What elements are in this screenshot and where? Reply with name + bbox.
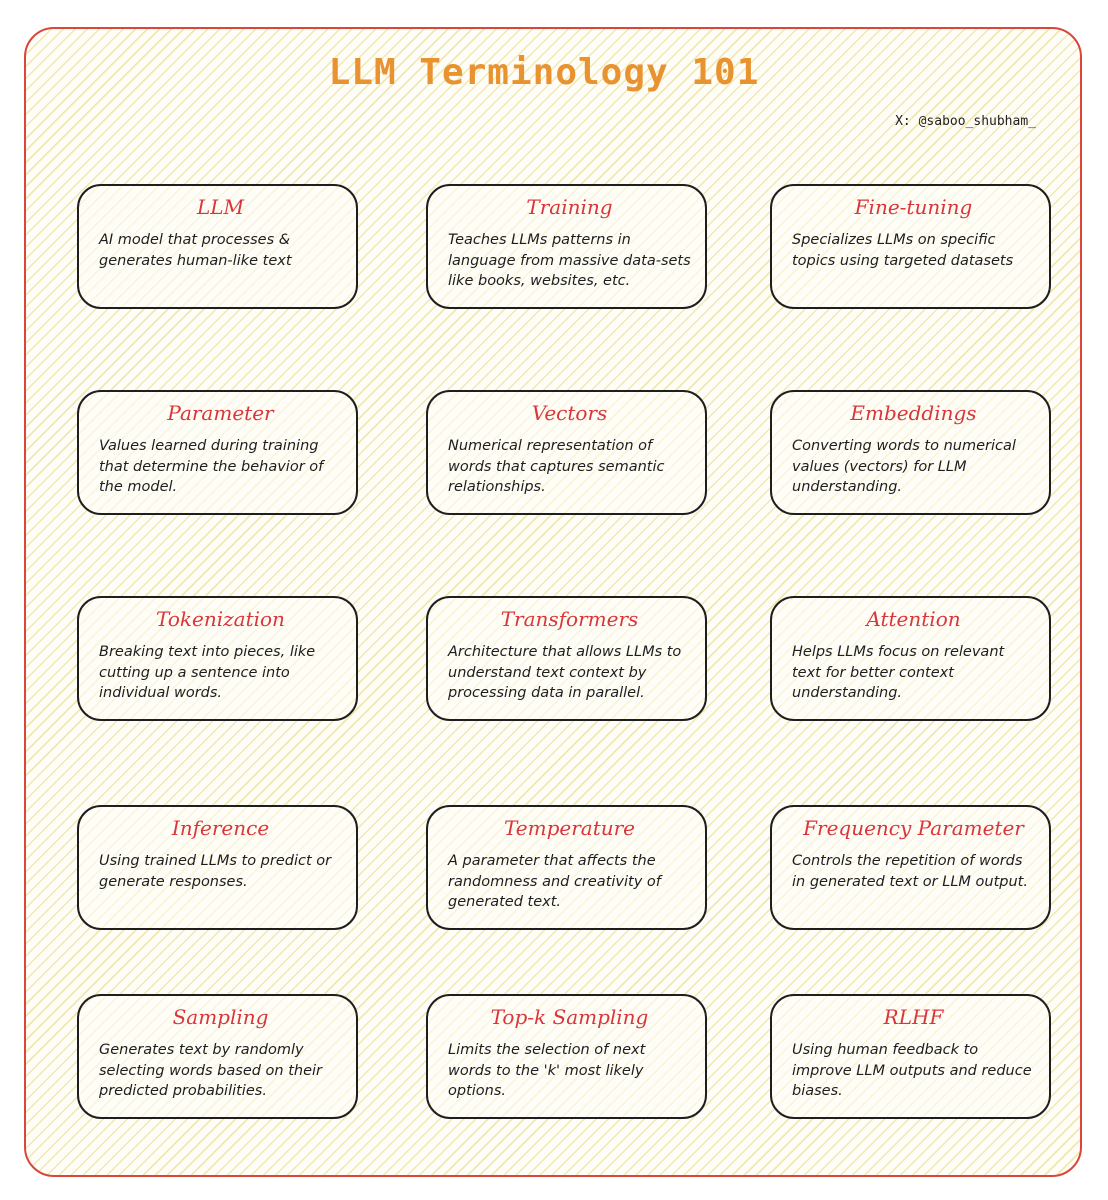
card-description: Helps LLMs focus on relevant text for better context understanding. xyxy=(792,644,1005,701)
card-title: RLHF xyxy=(883,1005,944,1029)
page-title: LLM Terminology 101 xyxy=(328,52,760,93)
card-description: Using human feedback to improve LLM outputs and reduce biases. xyxy=(792,1042,1032,1099)
card-title: Tokenization xyxy=(156,607,285,631)
card-description: Controls the repetition of words in generated text or LLM output. xyxy=(792,853,1028,890)
card-description: Breaking text into pieces, like cutting up a sentence into individual words. xyxy=(99,644,316,701)
card-vectors xyxy=(426,390,707,515)
card-description: Specializes LLMs on specific topics using targeted datasets xyxy=(792,232,1014,269)
card-top-k-sampling xyxy=(426,994,707,1119)
card-description: Converting words to numerical values (vectors) for LLM understanding. xyxy=(792,438,1016,495)
card-parameter xyxy=(77,390,358,515)
card-title: Sampling xyxy=(172,1005,269,1029)
card-title: Frequency Parameter xyxy=(803,816,1024,840)
card-title: Training xyxy=(526,195,613,219)
card-description: Using trained LLMs to predict or generate responses. xyxy=(99,853,332,890)
card-description: A parameter that affects the randomness and creativity of generated text. xyxy=(448,853,661,910)
card-title: Vectors xyxy=(531,401,608,425)
card-attention xyxy=(770,596,1051,721)
card-inference xyxy=(77,805,358,930)
card-llm xyxy=(77,184,358,309)
card-temperature xyxy=(426,805,707,930)
card-title: Parameter xyxy=(167,401,274,425)
card-description: Architecture that allows LLMs to understand text context by processing data in parallel. xyxy=(448,644,682,701)
card-description: AI model that processes & generates human-like text xyxy=(99,232,292,269)
card-description: Generates text by randomly selecting words based on their predicted probabilities. xyxy=(99,1042,323,1099)
card-title: LLM xyxy=(196,195,245,219)
card-frequency-parameter xyxy=(770,805,1051,930)
card-title: Embeddings xyxy=(850,401,977,425)
card-rlhf xyxy=(770,994,1051,1119)
card-title: Fine-tuning xyxy=(854,195,973,219)
card-description: Numerical representation of words that captures semantic relationships. xyxy=(448,438,665,495)
card-title: Inference xyxy=(171,816,270,840)
card-tokenization xyxy=(77,596,358,721)
author-handle: X: @saboo_shubham_ xyxy=(895,114,1036,129)
card-title: Top-k Sampling xyxy=(490,1005,649,1029)
card-description: Teaches LLMs patterns in language from massive data-sets like books, websites, etc. xyxy=(448,232,691,289)
card-embeddings xyxy=(770,390,1051,515)
card-title: Transformers xyxy=(500,607,639,631)
card-sampling xyxy=(77,994,358,1119)
card-title: Attention xyxy=(866,607,961,631)
card-title: Temperature xyxy=(503,816,636,840)
card-description: Values learned during training that determine the behavior of the model. xyxy=(99,438,324,495)
card-transformers xyxy=(426,596,707,721)
card-description: Limits the selection of next words to the 'k' most likely options. xyxy=(448,1042,646,1099)
card-fine-tuning xyxy=(770,184,1051,309)
card-training xyxy=(426,184,707,309)
